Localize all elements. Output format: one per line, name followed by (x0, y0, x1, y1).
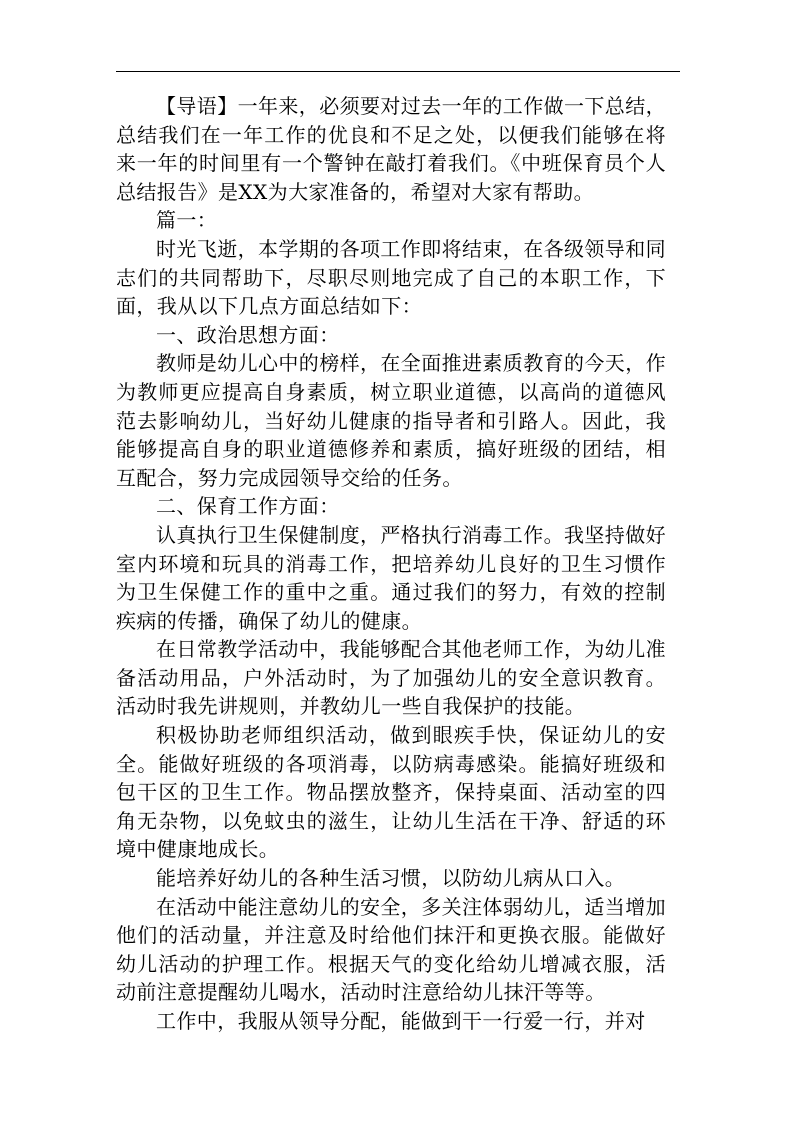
opening-paragraph: 时光飞逝，本学期的各项工作即将结束，在各级领导和同志们的共同帮助下，尽职尽则地完成了自己的本职工作，下面，我从以下几点方面总结如下： (116, 236, 666, 319)
section-2-paragraph-1: 认真执行卫生保健制度，严格执行消毒工作。我坚持做好室内环境和玩具的消毒工作，把培养幼儿良好的卫生习惯作为卫生保健工作的重中之重。通过我们的努力，有效的控制疾病的传播，确保了幼儿的健康。 (116, 522, 666, 633)
section-2-paragraph-5: 在活动中能注意幼儿的安全，多关注体弱幼儿，适当增加他们的活动量，并注意及时给他们抹汗和更换衣服。能做好幼儿活动的护理工作。根据天气的变化给幼儿增减衣服，活动前注意提醒幼儿喝水，活动时注意给幼儿抹汗等等。 (116, 894, 666, 1005)
document-body (116, 92, 666, 1036)
section-2-paragraph-2: 在日常教学活动中，我能够配合其他老师工作，为幼儿准备活动用品，户外活动时，为了加强幼儿的安全意识教育。活动时我先讲规则，并教幼儿一些自我保护的技能。 (116, 637, 666, 719)
section-2-paragraph-3: 积极协助老师组织活动，做到眼疾手快，保证幼儿的安全。能做好班级的各项消毒，以防病毒感染。能搞好班级和包干区的卫生工作。物品摆放整齐，保持桌面、活动室的四角无杂物，以免蚊虫的滋生，让幼儿生活在干净、舒适的环境中健康地成长。 (116, 723, 666, 862)
section-2-paragraph-4: 能培养好幼儿的各种生活习惯，以防幼儿病从口入。 (156, 866, 626, 891)
header-rule (116, 71, 680, 72)
section-2-heading: 二、保育工作方面： (156, 494, 340, 519)
section-1-heading: 一、政治思想方面： (156, 322, 340, 347)
intro-paragraph: 【导语】一年来，必须要对过去一年的工作做一下总结，总结我们在一年工作的优良和不足之处，以便我们能够在将来一年的时间里有一个警钟在敲打着我们。《中班保育员个人总结报告》是XX为大家准备的，希望对大家有帮助。 (116, 94, 666, 204)
part-title: 篇一： (156, 208, 218, 233)
section-2-paragraph-6: 工作中，我服从领导分配，能做到干一行爱一行，并对 (156, 1009, 646, 1033)
section-1-paragraph: 教师是幼儿心中的榜样，在全面推进素质教育的今天，作为教师更应提高自身素质，树立职业道德，以高尚的道德风范去影响幼儿，当好幼儿健康的指导者和引路人。因此，我能够提高自身的职业道德修养和素质，搞好班级的团结，相互配合，努力完成园领导交给的任务。 (116, 351, 666, 490)
